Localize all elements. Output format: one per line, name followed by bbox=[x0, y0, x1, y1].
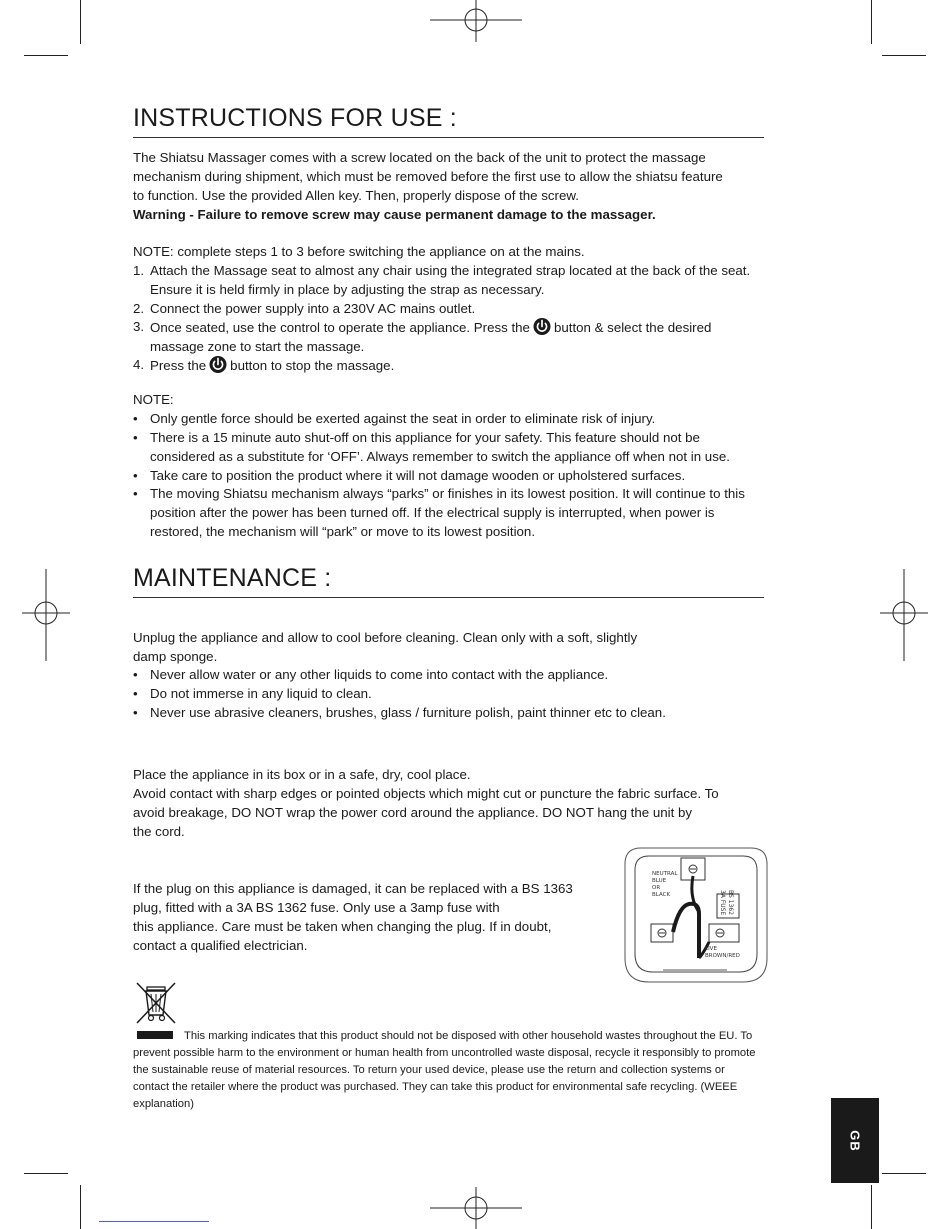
language-tab-label: GB bbox=[847, 1129, 863, 1152]
maintenance-text: Do not immerse in any liquid to clean. bbox=[150, 686, 372, 701]
plug-line: If the plug on this appliance is damaged, it can be replaced with a BS 1363 bbox=[133, 881, 573, 896]
step-item bbox=[133, 355, 765, 375]
crop-mark bbox=[24, 1173, 68, 1174]
step-text: Press the bbox=[150, 358, 207, 373]
bullet: • bbox=[133, 468, 138, 483]
bullet: • bbox=[133, 686, 138, 701]
weee-paragraph: This marking indicates that this product should not be disposed with other household wastes throughout the EU. To prevent possible harm to the environment or human health from uncontrolled waste disposal, recycle it responsibly to promote the sustainable reuse of material resources. To return your used device, please use the return and collection systems or contact the retailer where the product was purchased. They can take this product for environmental safe recycling. (WEEE explanation) bbox=[133, 1030, 756, 1110]
step-number: 4. bbox=[133, 357, 145, 372]
step-number: 3. bbox=[133, 319, 145, 334]
step-number: 1. bbox=[133, 263, 145, 278]
instructions-heading: INSTRUCTIONS FOR USE : bbox=[133, 104, 764, 138]
step-text: Connect the power supply into a 230V AC mains outlet. bbox=[150, 301, 476, 316]
step-item bbox=[133, 261, 765, 299]
registration-mark bbox=[430, 1187, 522, 1229]
crop-mark bbox=[80, 0, 81, 44]
note-text: There is a 15 minute auto shut-off on this appliance for your safety. This feature should not be considered as a substitute for ‘OFF’. Always remember to switch the appliance off when not in use. bbox=[150, 430, 730, 464]
step-text: Once seated, use the control to operate the appliance. Press the bbox=[150, 320, 530, 335]
footer-rule bbox=[99, 1221, 209, 1222]
plug-line: contact a qualified electrician. bbox=[133, 938, 308, 953]
plug-label-fuse: BS 1362 bbox=[727, 890, 734, 915]
bullet: • bbox=[133, 411, 138, 426]
step-item bbox=[133, 317, 765, 356]
note-text: The moving Shiatsu mechanism always “parks” or finishes in its lowest position. It will continue to this position after the power has been turned off. If the electrical supply is interrupted, when power is restored, the mechanism will “park” or move to its lowest position. bbox=[150, 486, 745, 539]
power-icon bbox=[532, 317, 552, 336]
crop-mark bbox=[871, 0, 872, 44]
registration-mark bbox=[22, 569, 70, 661]
note-item bbox=[133, 428, 765, 466]
maintenance-intro-line: damp sponge. bbox=[133, 649, 218, 664]
bullet: • bbox=[133, 667, 138, 682]
maintenance-text: Never use abrasive cleaners, brushes, glass / furniture polish, paint thinner etc to clean. bbox=[150, 705, 666, 720]
registration-mark bbox=[430, 0, 522, 42]
plug-label-live: BROWN/RED bbox=[705, 953, 740, 959]
step-text: button & select the desired massage zone to start the massage. bbox=[150, 320, 712, 354]
note-item bbox=[133, 409, 765, 428]
storage-line: Place the appliance in its box or in a safe, dry, cool place. bbox=[133, 767, 471, 782]
maintenance-intro-line: Unplug the appliance and allow to cool before cleaning. Clean only with a soft, slightly bbox=[133, 630, 638, 645]
language-tab bbox=[831, 1098, 879, 1183]
crop-mark bbox=[80, 1185, 81, 1229]
bullet: • bbox=[133, 430, 138, 445]
plug-label-neutral: OR bbox=[652, 885, 661, 891]
bullet: • bbox=[133, 486, 138, 501]
note-text: Take care to position the product where it will not damage wooden or upholstered surfaces. bbox=[150, 468, 686, 483]
registration-mark bbox=[880, 569, 928, 661]
maintenance-item bbox=[133, 703, 765, 722]
step-text: button to stop the massage. bbox=[230, 358, 395, 373]
crossed-out-wheelie-bin-icon bbox=[134, 980, 178, 1026]
weee-text bbox=[133, 1028, 763, 1113]
crop-mark bbox=[871, 1185, 872, 1229]
note-text: Only gentle force should be exerted against the seat in order to eliminate risk of injury. bbox=[150, 411, 656, 426]
crop-mark bbox=[882, 1173, 926, 1174]
note-item bbox=[133, 466, 765, 485]
storage-line: the cord. bbox=[133, 824, 185, 839]
intro-line: mechanism during shipment, which must be removed before the first use to allow the shiatsu feature bbox=[133, 169, 723, 184]
step-number: 2. bbox=[133, 301, 145, 316]
intro-line: The Shiatsu Massager comes with a screw located on the back of the unit to protect the massage bbox=[133, 150, 706, 165]
maintenance-item bbox=[133, 684, 765, 703]
plug-label-live: LIVE bbox=[705, 946, 717, 952]
plug-line: plug, fitted with a 3A BS 1362 fuse. Only use a 3amp fuse with bbox=[133, 900, 500, 915]
plug-label-neutral: BLACK bbox=[652, 892, 671, 898]
warning-text: Warning - Failure to remove screw may cause permanent damage to the massager. bbox=[133, 207, 656, 222]
step-text: Attach the Massage seat to almost any chair using the integrated strap located at the back of the seat. Ensure it is held firmly in place by adjusting the strap as necessary. bbox=[150, 263, 751, 297]
maintenance-item bbox=[133, 665, 765, 684]
note-item bbox=[133, 484, 765, 541]
note-label: NOTE: bbox=[133, 392, 174, 407]
step-item bbox=[133, 299, 765, 318]
plug-label-fuse: 3A FUSE bbox=[719, 890, 726, 916]
storage-line: Avoid contact with sharp edges or pointed objects which might cut or puncture the fabric surface. To bbox=[133, 786, 719, 801]
plug-label-neutral: NEUTRAL bbox=[652, 871, 678, 877]
note-text: NOTE: complete steps 1 to 3 before switching the appliance on at the mains. bbox=[133, 244, 585, 259]
storage-line: avoid breakage, DO NOT wrap the power cord around the appliance. DO NOT hang the unit by bbox=[133, 805, 693, 820]
bullet: • bbox=[133, 705, 138, 720]
plug-wiring-diagram bbox=[623, 846, 769, 984]
maintenance-heading: MAINTENANCE : bbox=[133, 564, 764, 598]
maintenance-text: Never allow water or any other liquids to come into contact with the appliance. bbox=[150, 667, 609, 682]
plug-label-neutral: BLUE bbox=[652, 878, 667, 884]
power-icon bbox=[208, 355, 228, 374]
intro-line: to function. Use the provided Allen key. Then, properly dispose of the screw. bbox=[133, 188, 579, 203]
plug-line: this appliance. Care must be taken when changing the plug. If in doubt, bbox=[133, 919, 552, 934]
crop-mark bbox=[882, 55, 926, 56]
crop-mark bbox=[24, 55, 68, 56]
